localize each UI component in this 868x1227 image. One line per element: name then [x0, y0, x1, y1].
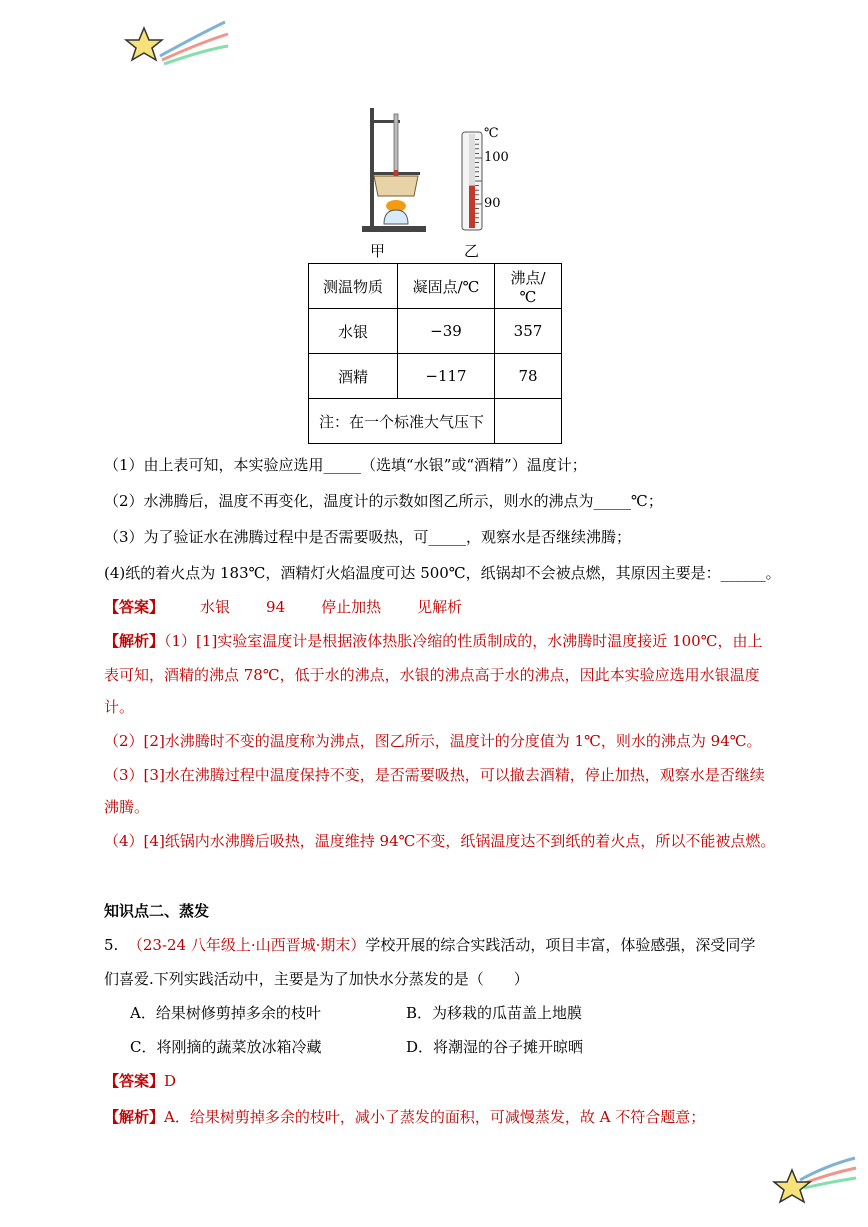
table-cell: 酒精 — [309, 354, 398, 399]
question-number: 5. — [104, 936, 119, 954]
analysis-tag: 【解析】 — [104, 1108, 165, 1126]
analysis-line: 沸腾。 — [104, 798, 150, 816]
table-header-cell: 凝固点/℃ — [398, 264, 495, 309]
table-row — [309, 354, 562, 399]
option-a: A．给果树修剪掉多余的枝叶 — [130, 1004, 321, 1022]
table-row — [309, 399, 562, 444]
question-part-1: （1）由上表可知，本实验应选用_____（选填“水银”或“酒精”）温度计； — [104, 456, 587, 474]
figure-label-yi: 乙 — [464, 242, 480, 260]
answer-item: 见解析 — [417, 598, 463, 616]
boiling-apparatus-figure — [356, 106, 436, 236]
table-cell: 水银 — [309, 309, 398, 354]
answer-line-1 — [104, 596, 462, 618]
analysis-line — [104, 630, 763, 652]
question-part-3: （3）为了验证水在沸腾过程中是否需要吸热，可_____，观察水是否继续沸腾； — [104, 528, 632, 546]
table-cell: 357 — [495, 309, 562, 354]
thermometer-liquid-column — [469, 186, 475, 228]
analysis-line: 计。 — [104, 698, 135, 716]
analysis-line: （3）[3]水在沸腾过程中温度保持不变，是否需要吸热，可以撤去酒精，停止加热，观察水是否继续 — [104, 766, 765, 784]
table-header-row — [309, 264, 562, 309]
thermometer-label-90: 90 — [484, 196, 501, 211]
section-title: 知识点二、蒸发 — [104, 902, 210, 920]
analysis-line: 表可知，酒精的沸点 78℃，低于水的沸点，水银的沸点高于水的沸点，因此本实验应选用水银温度 — [104, 666, 760, 684]
option-b: B．为移栽的瓜苗盖上地膜 — [406, 1004, 583, 1022]
question-stem: 学校开展的综合实践活动，项目丰富，体验感强，深受同学 — [365, 936, 756, 954]
table-header-cell: 沸点/℃ — [495, 264, 562, 309]
table-cell: 78 — [495, 354, 562, 399]
question-stem-line-2: 们喜爱.下列实践活动中，主要是为了加快水分蒸发的是（ ） — [104, 970, 529, 988]
analysis-text: A．给果树剪掉多余的枝叶，减小了蒸发的面积，可减慢蒸发，故 A 不符合题意； — [164, 1108, 706, 1126]
answer-tag: 【答案】 — [104, 598, 165, 616]
answer-line-2 — [104, 1070, 176, 1092]
question-part-2: （2）水沸腾后，温度不再变化，温度计的示数如图乙所示，则水的沸点为_____℃； — [104, 492, 663, 510]
table-cell-empty — [495, 399, 562, 444]
answer-value: D — [164, 1072, 177, 1090]
table-header-cell: 测温物质 — [309, 264, 398, 309]
question-5-line — [104, 934, 755, 956]
answer-tag: 【答案】 — [104, 1072, 165, 1090]
table-note: 注：在一个标准大气压下 — [309, 399, 495, 444]
table-cell: −39 — [398, 309, 495, 354]
analysis-line: （2）[2]水沸腾时不变的温度称为沸点，图乙所示，温度计的分度值为 1℃，则水的沸点为 94℃。 — [104, 732, 762, 750]
thermometer-label-100: 100 — [484, 150, 509, 165]
table-row — [309, 309, 562, 354]
thermometer-figure — [456, 128, 516, 232]
table-cell: −117 — [398, 354, 495, 399]
answer-item: 94 — [266, 598, 286, 616]
star-decoration-bottom-icon — [770, 1150, 860, 1210]
analysis-tag: 【解析】 — [104, 632, 165, 650]
thermometer-unit: ℃ — [484, 126, 499, 141]
figure-label-jia: 甲 — [370, 242, 386, 260]
answer-item: 水银 — [200, 598, 231, 616]
analysis-text: （1）[1]实验室温度计是根据液体热胀冷缩的性质制成的，水沸腾时温度接近 100℃，由上 — [164, 632, 763, 650]
question-part-4: (4)纸的着火点为 183℃，酒精灯火焰温度可达 500℃，纸锅却不会被点燃，其原因主要是：______。 — [104, 564, 781, 582]
analysis-line — [104, 1106, 705, 1128]
melting-boiling-table — [308, 263, 562, 444]
question-source: （23-24 八年级上·山西晋城·期末） — [127, 936, 366, 954]
option-d: D．将潮湿的谷子摊开晾晒 — [406, 1038, 584, 1056]
answer-item: 停止加热 — [321, 598, 382, 616]
option-c: C．将刚摘的蔬菜放冰箱冷藏 — [130, 1038, 322, 1056]
analysis-line: （4）[4]纸锅内水沸腾后吸热，温度维持 94℃不变，纸锅温度达不到纸的着火点，所以不能被点燃。 — [104, 832, 776, 850]
star-decoration-top-icon — [120, 14, 230, 74]
